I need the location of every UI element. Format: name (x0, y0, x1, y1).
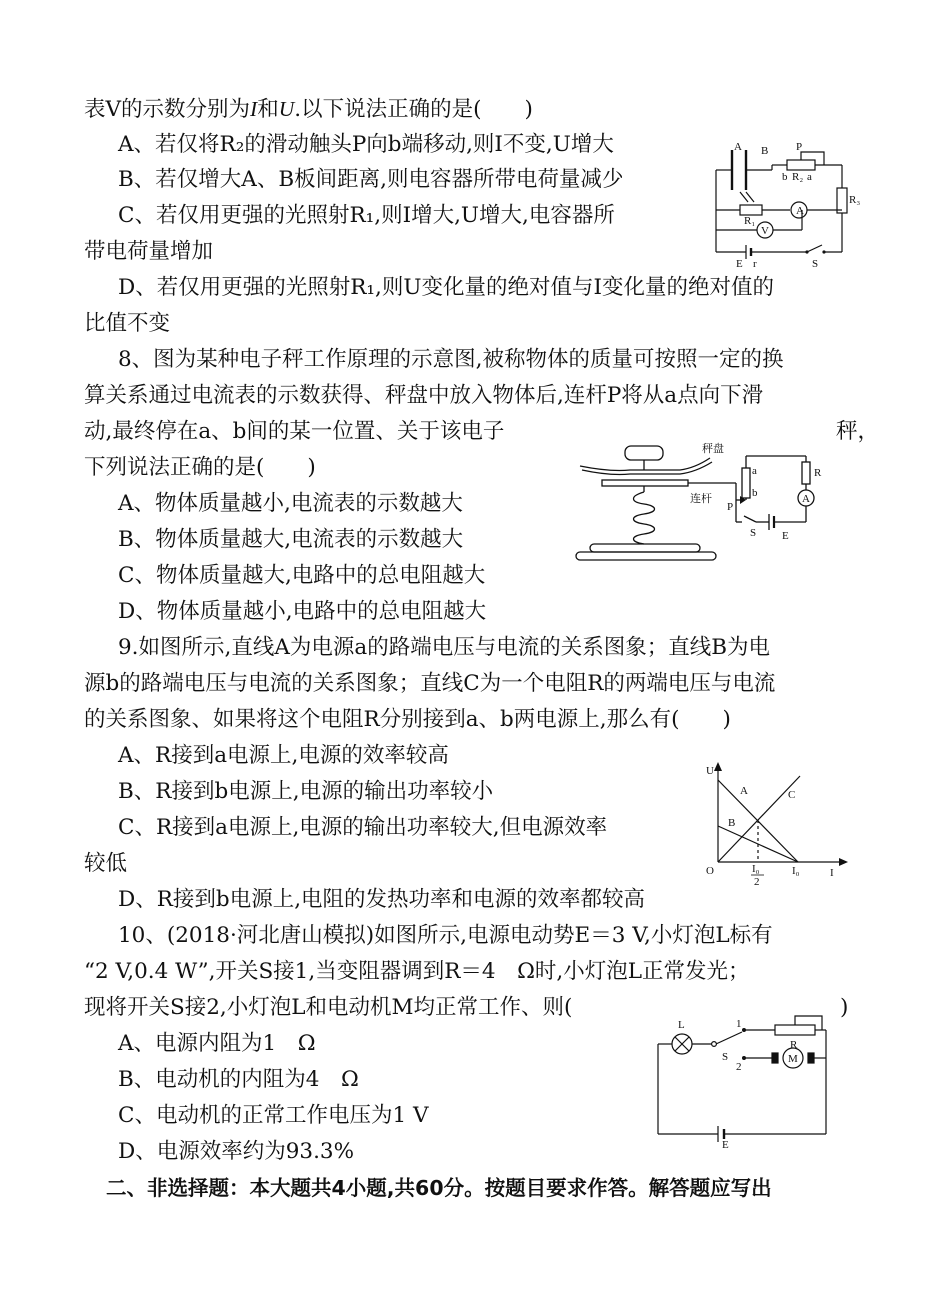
fig7-label-P: P (796, 141, 803, 153)
q8-line-2: 算关系通过电流表的示数获得、秤盘中放入物体后,连杆P将从a点向下滑 (84, 383, 764, 408)
fig7-label-B: B (761, 145, 769, 157)
fig9-label-C: C (788, 789, 796, 801)
fig10-motor-M: M (788, 1053, 798, 1065)
q9-line-3: 的关系图象、如果将这个电阻R分别接到a、b两电源上,那么有( ) (84, 707, 731, 732)
q7-option-d: D、若仅用更强的光照射R₁,则U变化量的绝对值与I变化量的绝对值的 (118, 275, 774, 300)
q9-line-1: 9.如图所示,直线A为电源a的路端电压与电流的关系图象；直线B为电 (118, 635, 770, 660)
q7-option-b: B、若仅增大A、B板间距离,则电容器所带电荷量减少 (118, 167, 624, 192)
fig9-label-I0: I₀ (792, 865, 800, 877)
section-2-heading: 二、非选择题：本大题共4小题,共60分。按题目要求作答。解答题应写出 (106, 1176, 772, 1200)
fig8-label-R: R (814, 467, 822, 479)
q8-option-d: D、物体质量越小,电路中的总电阻越大 (118, 599, 487, 624)
fig8-label-P: P (727, 501, 734, 513)
fig7-label-R3: R₃ (849, 194, 861, 206)
fig7-label-A: A (734, 141, 742, 153)
fig8-label-rod: 连杆 (690, 493, 712, 505)
q8-line-3-end: 秤， (836, 419, 880, 444)
fig10-label-L: L (678, 1019, 685, 1031)
q10-line-1: 10、(2018·河北唐山模拟)如图所示,电源电动势E＝3 V,小灯泡L标有 (118, 923, 773, 948)
q10-line-2: “2 V,0.4 W”,开关S接1,当变阻器调到R＝4 Ω时,小灯泡L正常发光； (84, 959, 750, 984)
q7-option-d-cont: 比值不变 (84, 311, 171, 336)
q9-option-a: A、R接到a电源上,电源的效率较高 (118, 743, 449, 768)
fig7-label-E: E (736, 258, 743, 270)
q8-line-3: 动,最终停在a、b间的某一位置、关于该电子 (84, 419, 505, 444)
q10-line-3-end: ) (840, 995, 849, 1020)
fig8-ammeter: A (802, 493, 810, 505)
fig8-label-a: a (752, 465, 757, 477)
q8-line-1: 8、图为某种电子秤工作原理的示意图,被称物体的质量可按照一定的换 (118, 347, 784, 372)
fig9-label-I: I (830, 867, 834, 879)
fig9-label-O: O (706, 865, 714, 877)
fig7-label-a: a (807, 171, 812, 183)
q10-circuit-figure (650, 1008, 840, 1148)
fig8-label-E: E (782, 530, 789, 542)
fig7-label-R1: R₁ (744, 215, 756, 227)
q7-circuit-figure (712, 140, 862, 270)
fig10-label-1: 1 (736, 1018, 742, 1030)
q9-line-2: 源b的路端电压与电流的关系图象；直线C为一个电阻R的两端电压与电流 (84, 671, 776, 696)
fig7-voltmeter: V (761, 225, 769, 237)
fig9-label-I0-half-den: 2 (754, 876, 760, 888)
q10-line-3: 现将开关S接2,小灯泡L和电动机M均正常工作、则( (84, 995, 573, 1020)
q8-option-a: A、物体质量越小,电流表的示数越大 (118, 491, 463, 516)
fig7-ammeter: A (796, 205, 804, 217)
q9-ui-graph (702, 758, 852, 888)
q10-option-b: B、电动机的内阻为4 Ω (118, 1067, 359, 1092)
fig8-label-b: b (752, 487, 758, 499)
q9-option-d: D、R接到b电源上,电阻的发热功率和电源的效率都较高 (118, 887, 646, 912)
fig9-label-U: U (706, 765, 714, 777)
fig10-label-S: S (722, 1051, 729, 1063)
fig7-label-r: r (753, 258, 757, 270)
q8-option-b: B、物体质量越大,电流表的示数越大 (118, 527, 464, 552)
q9-option-c: C、R接到a电源上,电源的输出功率较大,但电源效率 (118, 815, 608, 840)
fig7-label-R2: R₂ (792, 171, 804, 183)
q8-option-c: C、物体质量越大,电路中的总电阻越大 (118, 563, 486, 588)
fig8-label-pan: 秤盘 (702, 443, 724, 455)
q7-option-c: C、若仅用更强的光照射R₁,则I增大,U增大,电容器所 (118, 203, 615, 228)
fig7-label-b: b (782, 171, 788, 183)
fig9-label-I0-half-num: I₀ (752, 863, 760, 875)
fig8-label-S: S (750, 527, 757, 539)
q10-option-c: C、电动机的正常工作电压为1 V (118, 1103, 429, 1128)
q9-option-b: B、R接到b电源上,电源的输出功率较小 (118, 779, 494, 804)
fig10-label-E: E (722, 1139, 729, 1148)
fig9-label-B: B (728, 817, 736, 829)
q10-option-a: A、电源内阻为1 Ω (118, 1031, 316, 1056)
q7-stem: 表V的示数分别为I和U.以下说法正确的是( ) (84, 97, 533, 122)
q7-option-c-cont: 带电荷量增加 (84, 239, 214, 264)
q8-scale-figure (570, 440, 835, 568)
q7-option-a: A、若仅将R₂的滑动触头P向b端移动,则I不变,U增大 (118, 132, 614, 157)
fig9-label-A: A (740, 785, 748, 797)
q10-option-d: D、电源效率约为93.3% (118, 1139, 355, 1164)
q8-line-4: 下列说法正确的是( ) (84, 455, 316, 480)
fig7-label-S: S (812, 258, 819, 270)
fig10-label-R: R (790, 1039, 798, 1051)
q9-option-c-cont: 较低 (84, 851, 128, 876)
fig10-label-2: 2 (736, 1061, 742, 1073)
